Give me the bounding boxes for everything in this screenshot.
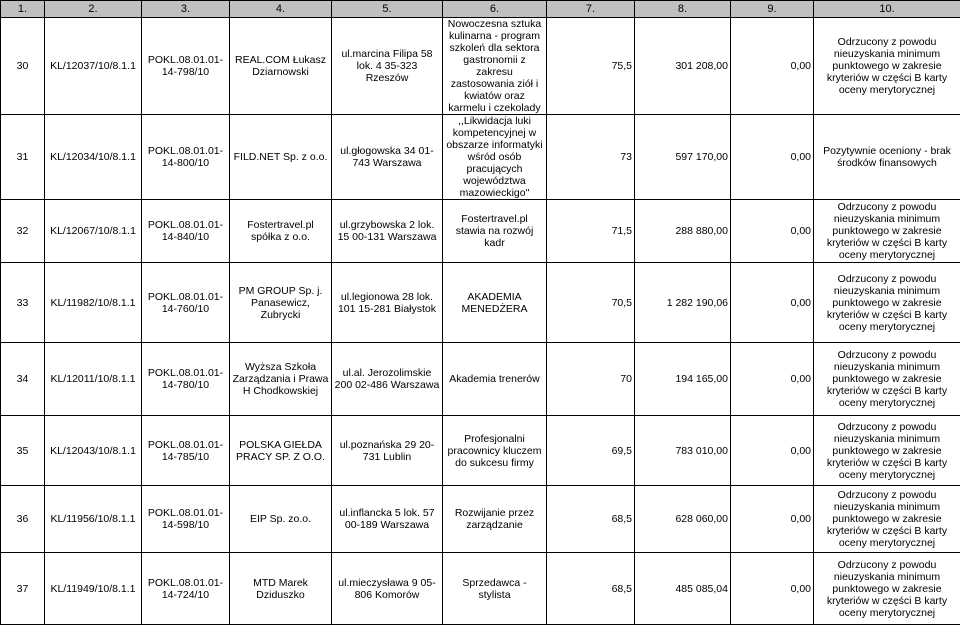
applicant-name-cell: PM GROUP Sp. j. Panasewicz, Zubrycki bbox=[230, 263, 332, 343]
points-cell: 75,5 bbox=[547, 18, 635, 115]
points-cell: 68,5 bbox=[547, 486, 635, 553]
table-row bbox=[1, 486, 960, 553]
call-number-cell: POKL.08.01.01-14-598/10 bbox=[142, 486, 230, 553]
project-title-cell: Nowoczesna sztuka kulinarna - program szkoleń dla sektora gastronomii z zakresu zastosowania ziół i kwiatów oraz karmelu i czekolady bbox=[443, 18, 547, 115]
application-number-cell: KL/11949/10/8.1.1 bbox=[45, 553, 142, 625]
decision-status-cell: Odrzucony z powodu nieuzyskania minimum punktowego w zakresie kryteriów w części B karty oceny merytorycznej bbox=[814, 18, 960, 115]
decision-status-cell: Odrzucony z powodu nieuzyskania minimum punktowego w zakresie kryteriów w części B karty oceny merytorycznej bbox=[814, 486, 960, 553]
decision-status-cell: Odrzucony z powodu nieuzyskania minimum punktowego w zakresie kryteriów w części B karty oceny merytorycznej bbox=[814, 416, 960, 486]
applicant-address-cell: ul.legionowa 28 lok. 101 15-281 Białystok bbox=[332, 263, 443, 343]
points-cell: 70 bbox=[547, 343, 635, 416]
project-title-cell: Rozwijanie przez zarządzanie bbox=[443, 486, 547, 553]
applicant-name-cell: MTD Marek Dziduszko bbox=[230, 553, 332, 625]
applicant-address-cell: ul.al. Jerozolimskie 200 02-486 Warszawa bbox=[332, 343, 443, 416]
call-number-cell: POKL.08.01.01-14-800/10 bbox=[142, 115, 230, 200]
project-title-cell: Profesjonalni pracownicy kluczem do sukcesu firmy bbox=[443, 416, 547, 486]
project-value-cell: 301 208,00 bbox=[635, 18, 731, 115]
call-number-cell: POKL.08.01.01-14-785/10 bbox=[142, 416, 230, 486]
application-number-cell: KL/12043/10/8.1.1 bbox=[45, 416, 142, 486]
call-number-cell: POKL.08.01.01-14-780/10 bbox=[142, 343, 230, 416]
decision-status-cell: Odrzucony z powodu nieuzyskania minimum punktowego w zakresie kryteriów w części B karty oceny merytorycznej bbox=[814, 263, 960, 343]
own-contribution-cell: 0,00 bbox=[731, 200, 814, 263]
column-header: 5. bbox=[332, 1, 443, 18]
row-number-cell: 32 bbox=[1, 200, 45, 263]
points-cell: 70,5 bbox=[547, 263, 635, 343]
table-row bbox=[1, 553, 960, 625]
column-header: 6. bbox=[443, 1, 547, 18]
row-number-cell: 33 bbox=[1, 263, 45, 343]
header-row bbox=[1, 1, 960, 18]
application-number-cell: KL/11982/10/8.1.1 bbox=[45, 263, 142, 343]
own-contribution-cell: 0,00 bbox=[731, 416, 814, 486]
project-title-cell: AKADEMIA MENEDŻERA bbox=[443, 263, 547, 343]
applicant-address-cell: ul.grzybowska 2 lok. 15 00-131 Warszawa bbox=[332, 200, 443, 263]
project-title-cell: Sprzedawca - stylista bbox=[443, 553, 547, 625]
points-cell: 69,5 bbox=[547, 416, 635, 486]
table-row bbox=[1, 416, 960, 486]
application-number-cell: KL/12067/10/8.1.1 bbox=[45, 200, 142, 263]
column-header: 8. bbox=[635, 1, 731, 18]
applicant-name-cell: POLSKA GIEŁDA PRACY SP. Z O.O. bbox=[230, 416, 332, 486]
project-title-cell: Fostertravel.pl stawia na rozwój kadr bbox=[443, 200, 547, 263]
applicant-name-cell: FILD.NET Sp. z o.o. bbox=[230, 115, 332, 200]
call-number-cell: POKL.08.01.01-14-840/10 bbox=[142, 200, 230, 263]
table-row bbox=[1, 343, 960, 416]
points-cell: 71,5 bbox=[547, 200, 635, 263]
table-row bbox=[1, 263, 960, 343]
application-number-cell: KL/12011/10/8.1.1 bbox=[45, 343, 142, 416]
call-number-cell: POKL.08.01.01-14-724/10 bbox=[142, 553, 230, 625]
project-value-cell: 783 010,00 bbox=[635, 416, 731, 486]
table-row bbox=[1, 200, 960, 263]
project-value-cell: 485 085,04 bbox=[635, 553, 731, 625]
applicant-name-cell: REAL.COM Łukasz Dziarnowski bbox=[230, 18, 332, 115]
applicant-name-cell: Wyższa Szkoła Zarządzania i Prawa H Chodkowskiej bbox=[230, 343, 332, 416]
project-value-cell: 597 170,00 bbox=[635, 115, 731, 200]
column-header: 9. bbox=[731, 1, 814, 18]
application-number-cell: KL/12037/10/8.1.1 bbox=[45, 18, 142, 115]
row-number-cell: 36 bbox=[1, 486, 45, 553]
column-header: 4. bbox=[230, 1, 332, 18]
own-contribution-cell: 0,00 bbox=[731, 343, 814, 416]
column-header: 10. bbox=[814, 1, 960, 18]
row-number-cell: 30 bbox=[1, 18, 45, 115]
project-title-cell: Akademia trenerów bbox=[443, 343, 547, 416]
applicant-address-cell: ul.marcina Filipa 58 lok. 4 35-323 Rzeszów bbox=[332, 18, 443, 115]
project-value-cell: 628 060,00 bbox=[635, 486, 731, 553]
applicant-address-cell: ul.poznańska 29 20-731 Lublin bbox=[332, 416, 443, 486]
project-value-cell: 1 282 190,06 bbox=[635, 263, 731, 343]
call-number-cell: POKL.08.01.01-14-760/10 bbox=[142, 263, 230, 343]
column-header: 1. bbox=[1, 1, 45, 18]
own-contribution-cell: 0,00 bbox=[731, 263, 814, 343]
table-row bbox=[1, 115, 960, 200]
applicant-address-cell: ul.mieczysława 9 05-806 Komorów bbox=[332, 553, 443, 625]
decision-status-cell: Pozytywnie oceniony - brak środków finansowych bbox=[814, 115, 960, 200]
application-number-cell: KL/11956/10/8.1.1 bbox=[45, 486, 142, 553]
applicant-name-cell: Fostertravel.pl spółka z o.o. bbox=[230, 200, 332, 263]
project-value-cell: 288 880,00 bbox=[635, 200, 731, 263]
own-contribution-cell: 0,00 bbox=[731, 18, 814, 115]
project-value-cell: 194 165,00 bbox=[635, 343, 731, 416]
applicant-address-cell: ul.inflancka 5 lok. 57 00-189 Warszawa bbox=[332, 486, 443, 553]
call-number-cell: POKL.08.01.01-14-798/10 bbox=[142, 18, 230, 115]
own-contribution-cell: 0,00 bbox=[731, 553, 814, 625]
column-header: 7. bbox=[547, 1, 635, 18]
row-number-cell: 34 bbox=[1, 343, 45, 416]
decision-status-cell: Odrzucony z powodu nieuzyskania minimum punktowego w zakresie kryteriów w części B karty oceny merytorycznej bbox=[814, 553, 960, 625]
applicant-address-cell: ul.głogowska 34 01-743 Warszawa bbox=[332, 115, 443, 200]
column-header: 3. bbox=[142, 1, 230, 18]
project-title-cell: ,,Likwidacja luki kompetencyjnej w obszarze informatyki wśród osób pracujących województwa mazowieckigo" bbox=[443, 115, 547, 200]
decision-status-cell: Odrzucony z powodu nieuzyskania minimum punktowego w zakresie kryteriów w części B karty oceny merytorycznej bbox=[814, 343, 960, 416]
applicant-name-cell: EIP Sp. zo.o. bbox=[230, 486, 332, 553]
row-number-cell: 35 bbox=[1, 416, 45, 486]
own-contribution-cell: 0,00 bbox=[731, 115, 814, 200]
points-cell: 68,5 bbox=[547, 553, 635, 625]
row-number-cell: 31 bbox=[1, 115, 45, 200]
table-body bbox=[1, 1, 960, 625]
decision-status-cell: Odrzucony z powodu nieuzyskania minimum punktowego w zakresie kryteriów w części B karty oceny merytorycznej bbox=[814, 200, 960, 263]
own-contribution-cell: 0,00 bbox=[731, 486, 814, 553]
table-row bbox=[1, 18, 960, 115]
application-number-cell: KL/12034/10/8.1.1 bbox=[45, 115, 142, 200]
row-number-cell: 37 bbox=[1, 553, 45, 625]
points-cell: 73 bbox=[547, 115, 635, 200]
column-header: 2. bbox=[45, 1, 142, 18]
